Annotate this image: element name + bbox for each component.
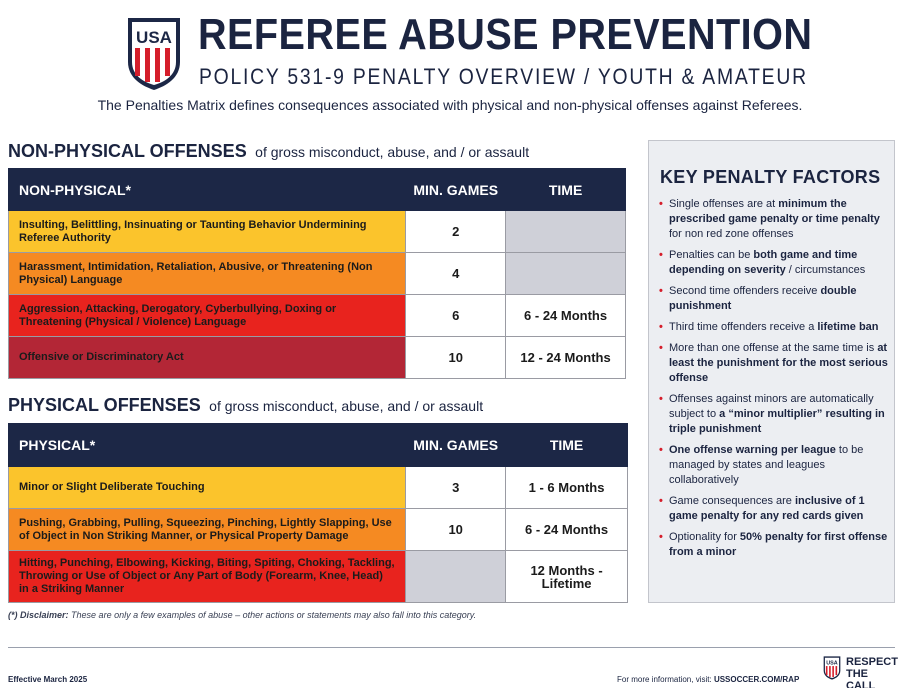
key-factor-item <box>659 320 891 335</box>
bullet-icon: • <box>659 342 663 354</box>
key-factor-emphasis: One offense warning per league <box>669 444 836 456</box>
games-cell: 6 <box>406 295 506 337</box>
games-cell: 2 <box>406 211 506 253</box>
offense-cell: Aggression, Attacking, Derogatory, Cyberbullying, Doxing or Threatening (Physical / Violence) Language <box>9 295 406 337</box>
key-factor-emphasis: 50% penalty for first offense from a minor <box>669 531 888 558</box>
key-factor-item <box>659 392 891 437</box>
key-factor-text: / circumstances <box>785 264 866 276</box>
bullet-icon: • <box>659 198 663 210</box>
respect-the-call-logo <box>846 656 896 688</box>
column-header-games: MIN. GAMES <box>406 169 506 211</box>
table-row <box>9 211 626 253</box>
key-factor-emphasis: double punishment <box>669 285 857 312</box>
key-factor-text: More than one offense at the same time is <box>669 342 878 354</box>
non-physical-heading <box>8 141 529 162</box>
column-header-time: TIME <box>506 424 628 467</box>
key-factor-text: Single offenses are at <box>669 198 779 210</box>
offense-cell: Insulting, Belittling, Insinuating or Taunting Behavior Undermining Referee Authority <box>9 211 406 253</box>
table-row <box>9 295 626 337</box>
more-info-label: For more information, visit: <box>617 675 712 684</box>
key-factor-text: for non red zone offenses <box>669 228 794 240</box>
table-row <box>9 253 626 295</box>
key-factor-text: Penalties can be <box>669 249 754 261</box>
physical-heading-title: PHYSICAL OFFENSES <box>8 395 201 415</box>
key-factor-text: Game consequences are <box>669 495 795 507</box>
intro-text: The Penalties Matrix defines consequences associated with physical and non-physical offenses against Referees. <box>97 97 803 113</box>
more-info-link[interactable]: USSOCCER.COM/RAP <box>713 675 800 684</box>
key-factor-item <box>659 530 891 560</box>
key-factor-emphasis: both game and time depending on severity <box>669 249 858 276</box>
time-cell-empty <box>506 253 626 295</box>
key-factor-item <box>659 341 891 386</box>
games-cell: 3 <box>406 467 506 509</box>
key-factor-item <box>659 284 891 314</box>
key-factors-list <box>659 197 891 566</box>
offense-cell: Minor or Slight Deliberate Touching <box>9 467 406 509</box>
bullet-icon: • <box>659 249 663 261</box>
time-cell: 12 - 24 Months <box>506 337 626 379</box>
table-header-row <box>9 169 626 211</box>
offense-cell: Hitting, Punching, Elbowing, Kicking, Biting, Spiting, Choking, Tackling, Throwing or Use of Object or Any Part of Body (Forearm, Knee, Head) in a Striking Manner <box>9 551 406 603</box>
table-header-row <box>9 424 628 467</box>
offense-cell: Pushing, Grabbing, Pulling, Squeezing, Pinching, Lightly Slapping, Use of Object in Non Striking Manner, or Physical Property Damage <box>9 509 406 551</box>
key-factor-item <box>659 443 891 488</box>
us-soccer-mini-crest-icon <box>823 655 841 681</box>
column-header-offense: PHYSICAL* <box>9 424 406 467</box>
table-row <box>9 551 628 603</box>
non-physical-heading-sub: of gross misconduct, abuse, and / or assault <box>255 144 530 160</box>
key-factor-text: Second time offenders receive <box>669 285 821 297</box>
bullet-icon: • <box>659 285 663 297</box>
key-factor-emphasis: minimum the prescribed game penalty or time penalty <box>669 198 880 225</box>
bullet-icon: • <box>659 444 663 456</box>
time-cell: 1 - 6 Months <box>506 467 628 509</box>
column-header-time: TIME <box>506 169 626 211</box>
games-cell: 10 <box>406 337 506 379</box>
physical-heading <box>8 395 483 416</box>
key-factor-item <box>659 494 891 524</box>
key-factor-text: Third time offenders receive a <box>669 321 818 333</box>
mini-crest-text: USA <box>826 660 838 667</box>
table-row <box>9 509 628 551</box>
bullet-icon: • <box>659 531 663 543</box>
key-factors-heading: KEY PENALTY FACTORS <box>660 167 881 187</box>
non-physical-table <box>8 168 626 379</box>
disclaimer-label: (*) Disclaimer: <box>8 610 69 620</box>
offense-cell: Harassment, Intimidation, Retaliation, Abusive, or Threatening (Non Physical) Language <box>9 253 406 295</box>
offense-cell: Offensive or Discriminatory Act <box>9 337 406 379</box>
key-factor-text: to be managed by states and leagues collaboratively <box>669 444 864 486</box>
games-cell: 10 <box>406 509 506 551</box>
key-penalty-factors-panel <box>648 140 895 603</box>
effective-date: Effective March 2025 <box>8 675 88 684</box>
key-factor-emphasis: lifetime ban <box>817 321 879 333</box>
time-cell: 6 - 24 Months <box>506 295 626 337</box>
games-cell: 4 <box>406 253 506 295</box>
table-row <box>9 337 626 379</box>
disclaimer <box>8 610 476 620</box>
crest-text: USA <box>136 28 172 47</box>
physical-heading-sub: of gross misconduct, abuse, and / or assault <box>209 398 484 414</box>
key-factor-text: Offenses against minors are automatically subject to <box>669 393 874 420</box>
bullet-icon: • <box>659 495 663 507</box>
page-subtitle: POLICY 531-9 PENALTY OVERVIEW / YOUTH & AMATEUR <box>199 64 808 89</box>
key-factor-emphasis: a “minor multiplier” resulting in triple punishment <box>669 408 885 435</box>
header <box>0 0 900 113</box>
column-header-offense: NON-PHYSICAL* <box>9 169 406 211</box>
key-factor-emphasis: inclusive of 1 game penalty for any red cards given <box>669 495 865 522</box>
time-cell-empty <box>506 211 626 253</box>
key-factor-emphasis: at least the punishment for the most serious offense <box>669 342 888 384</box>
footer-divider <box>8 647 895 648</box>
us-soccer-crest-icon <box>126 16 182 92</box>
games-cell-empty <box>406 551 506 603</box>
logo-line-1: RESPECT <box>846 656 898 668</box>
column-header-games: MIN. GAMES <box>406 424 506 467</box>
key-factor-text: Optionality for <box>669 531 740 543</box>
page-title: REFEREE ABUSE PREVENTION <box>198 10 813 59</box>
key-factor-item <box>659 197 891 242</box>
disclaimer-text: These are only a few examples of abuse – other actions or statements may also fall into this category. <box>71 610 477 620</box>
bullet-icon: • <box>659 393 663 405</box>
more-info <box>617 675 799 684</box>
logo-line-2: THE CALL <box>846 668 876 688</box>
table-row <box>9 467 628 509</box>
non-physical-heading-title: NON-PHYSICAL OFFENSES <box>8 141 247 161</box>
key-factor-item <box>659 248 891 278</box>
time-cell: 12 Months - Lifetime <box>506 551 628 603</box>
bullet-icon: • <box>659 321 663 333</box>
time-cell: 6 - 24 Months <box>506 509 628 551</box>
physical-table <box>8 423 628 603</box>
